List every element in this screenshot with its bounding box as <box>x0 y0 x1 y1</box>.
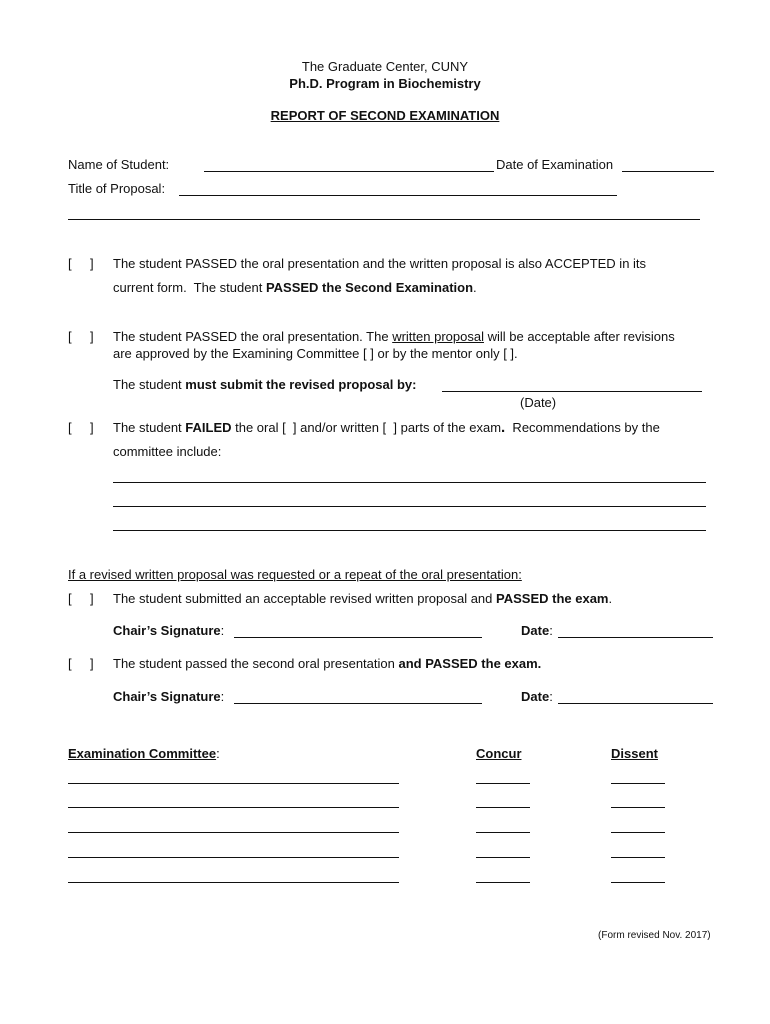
revised-item1 <box>113 591 612 607</box>
checkbox-open-bracket: [ <box>68 329 72 344</box>
concur-heading: Concur <box>476 746 522 761</box>
revised-item1-bold: PASSED the exam <box>496 591 609 606</box>
revised-section-heading: If a revised written proposal was requested or a repeat of the oral presentation: <box>68 567 522 582</box>
committee-heading <box>68 746 220 762</box>
concur-field-4[interactable] <box>476 857 530 858</box>
option2-line1 <box>113 329 675 345</box>
chair-signature-label-1 <box>113 623 224 639</box>
checkbox-open-bracket: [ <box>68 256 72 271</box>
option1-line2-text: current form. The student <box>113 280 266 295</box>
revised-item2-text: The student passed the second oral presentation <box>113 656 399 671</box>
option3-line1-text: The student <box>113 420 186 435</box>
form-revision-note: (Form revised Nov. 2017) <box>598 930 711 941</box>
exam-date-field[interactable] <box>622 171 714 172</box>
checkbox-open-bracket: [ <box>68 591 72 606</box>
exam-date-label: Date of Examination <box>496 157 614 172</box>
date-colon: : <box>549 689 553 704</box>
date-label-2 <box>521 689 553 705</box>
checkbox-open-bracket: [ <box>68 420 72 435</box>
proposal-title-label: Title of Proposal: <box>68 181 166 196</box>
revised-item1-text: The student submitted an acceptable revised written proposal and <box>113 591 497 606</box>
written-proposal-underlined: written proposal <box>392 329 484 344</box>
option2-line1-text: The student PASSED the oral presentation. The <box>113 329 393 344</box>
dissent-field-4[interactable] <box>611 857 665 858</box>
revised-item2 <box>113 656 541 672</box>
concur-field-2[interactable] <box>476 807 530 808</box>
committee-member-signature-3[interactable] <box>68 832 399 833</box>
dissent-field-5[interactable] <box>611 882 665 883</box>
option3-dot: . <box>501 419 506 436</box>
option1-passed-bold: PASSED the Second Examination <box>265 280 474 295</box>
proposal-title-field[interactable] <box>179 195 617 196</box>
date-text: Date <box>521 623 550 638</box>
option1-line1: The student PASSED the oral presentation and the written proposal is also ACCEPTED in its <box>113 256 647 271</box>
option2-line1-end: will be acceptable after revisions <box>483 329 675 344</box>
chair-signature-field-2[interactable] <box>234 703 482 704</box>
date-field-1[interactable] <box>558 637 713 638</box>
checkbox-close-bracket: ] <box>90 420 94 435</box>
date-colon: : <box>549 623 553 638</box>
date-field-2[interactable] <box>558 703 713 704</box>
failed-bold: FAILED <box>185 420 232 435</box>
deadline-bold: must submit the revised proposal by: <box>185 377 417 392</box>
option2-line2: are approved by the Examining Committee [ ] or by the mentor only [ ]. <box>113 346 518 361</box>
revised-item1-end: . <box>608 591 613 606</box>
chair-signature-label-2 <box>113 689 224 705</box>
option3-line1-mid: the oral [ ] and/or written [ ] parts of the exam <box>231 420 502 435</box>
option3-line1-end: Recommendations by the <box>505 420 660 435</box>
recommendations-line-2[interactable] <box>113 506 706 507</box>
option3-line2: committee include: <box>113 444 222 459</box>
checkbox-open-bracket: [ <box>68 656 72 671</box>
form-title: REPORT OF SECOND EXAMINATION <box>270 108 500 123</box>
date-text: Date <box>521 689 550 704</box>
option1-line2 <box>113 280 477 296</box>
concur-field-5[interactable] <box>476 882 530 883</box>
revised-proposal-date-field[interactable] <box>442 391 702 392</box>
revised-item2-bold: and PASSED the exam. <box>398 656 542 671</box>
option3-line1 <box>113 420 660 436</box>
chair-signature-text: Chair’s Signature <box>113 689 221 704</box>
deadline-date-caption: (Date) <box>520 395 557 410</box>
chair-signature-colon: : <box>220 689 225 704</box>
checkbox-close-bracket: ] <box>90 591 94 606</box>
committee-member-signature-4[interactable] <box>68 857 399 858</box>
chair-signature-text: Chair’s Signature <box>113 623 221 638</box>
committee-member-signature-2[interactable] <box>68 807 399 808</box>
dissent-field-2[interactable] <box>611 807 665 808</box>
committee-heading-text: Examination Committee <box>68 746 217 761</box>
option1-line2-end: . <box>473 280 477 295</box>
committee-member-signature-5[interactable] <box>68 882 399 883</box>
dissent-field-3[interactable] <box>611 832 665 833</box>
proposal-title-field-line2[interactable] <box>68 219 700 220</box>
chair-signature-colon: : <box>220 623 225 638</box>
recommendations-line-1[interactable] <box>113 482 706 483</box>
checkbox-close-bracket: ] <box>90 329 94 344</box>
dissent-field-1[interactable] <box>611 783 665 784</box>
committee-heading-colon: : <box>216 746 220 761</box>
chair-signature-field-1[interactable] <box>234 637 482 638</box>
dissent-heading: Dissent <box>611 746 658 761</box>
deadline-text: The student <box>113 377 186 392</box>
student-name-field[interactable] <box>204 171 494 172</box>
concur-field-3[interactable] <box>476 832 530 833</box>
date-label-1 <box>521 623 553 639</box>
recommendations-line-3[interactable] <box>113 530 706 531</box>
checkbox-close-bracket: ] <box>90 256 94 271</box>
committee-member-signature-1[interactable] <box>68 783 399 784</box>
institution-name: The Graduate Center, CUNY <box>301 59 469 74</box>
concur-field-1[interactable] <box>476 783 530 784</box>
program-name: Ph.D. Program in Biochemistry <box>289 76 481 91</box>
checkbox-close-bracket: ] <box>90 656 94 671</box>
student-name-label: Name of Student: <box>68 157 170 172</box>
revised-proposal-deadline <box>113 377 416 393</box>
